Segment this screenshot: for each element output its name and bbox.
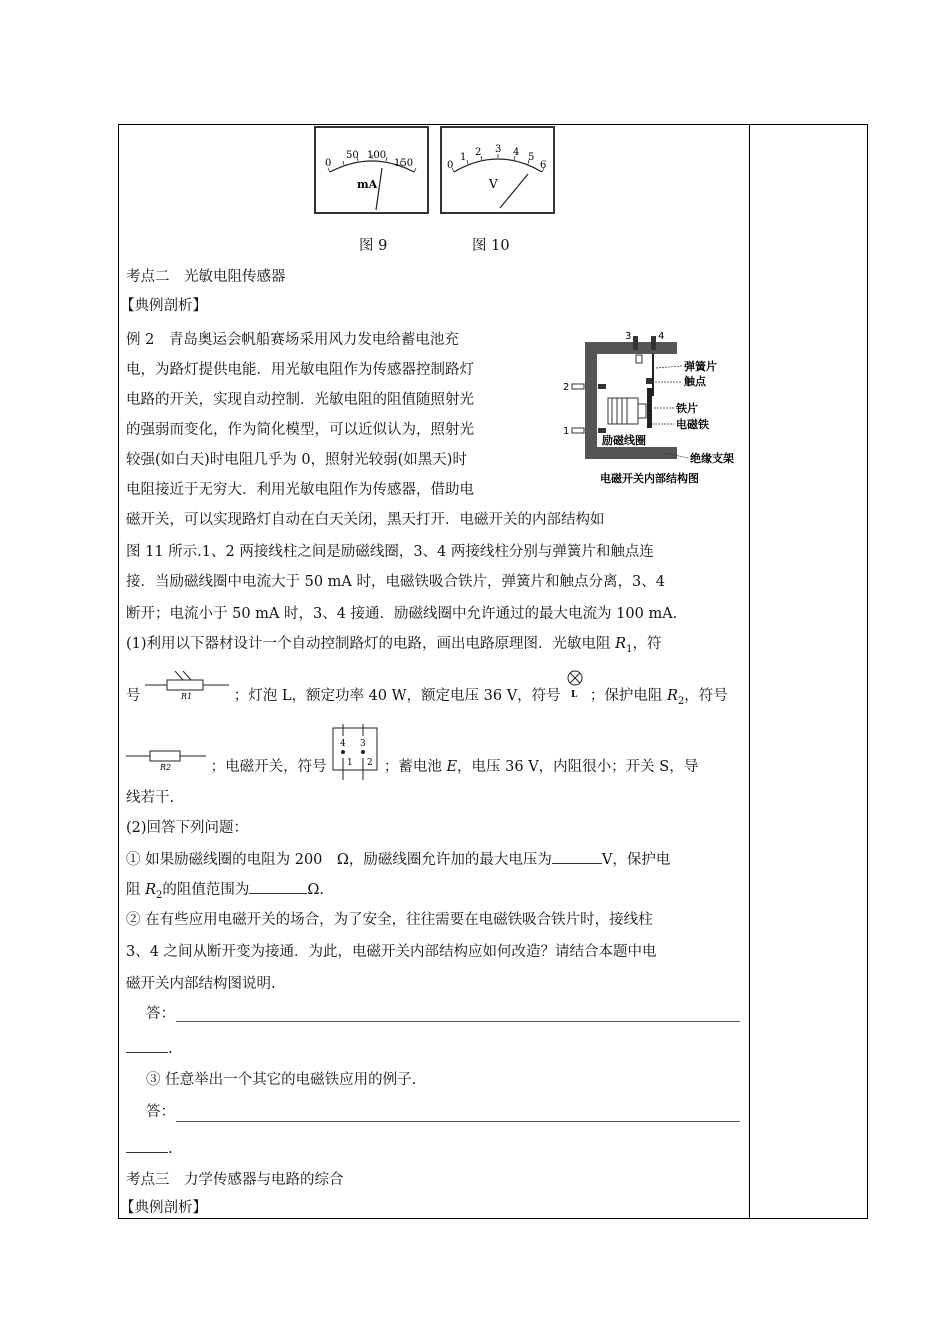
resistor-symbol xyxy=(126,748,206,772)
answer-label: 答： xyxy=(146,1006,175,1022)
svg-text:L: L xyxy=(571,690,578,700)
section-heading: 考点三 力学传感器与电路的综合 xyxy=(126,1172,344,1188)
meter-needle xyxy=(500,174,528,208)
paragraph-line: 断开；电流小于 50 mA 时，3、4 接通．励磁线圈中允许通过的最大电流为 100 mA. xyxy=(126,606,678,622)
meter-tick-label: 0 xyxy=(325,158,332,169)
paragraph-line: 磁开关内部结构图说明. xyxy=(126,976,276,992)
relay-label-magnet: 电磁铁 xyxy=(676,418,709,431)
relay-label-iron: 铁片 xyxy=(676,402,698,415)
answer-blank-voltage[interactable] xyxy=(552,849,602,864)
relay-label-spring: 弹簧片 xyxy=(684,360,717,373)
answer-label: 答： xyxy=(146,1104,175,1120)
paragraph-line: 电路的开关，实现自动控制．光敏电阻的阻值随照射光 xyxy=(126,392,474,408)
paragraph-line: 电阻接近于无穷大．利用光敏电阻作为传感器，借助电 xyxy=(126,482,474,498)
svg-text:R2: R2 xyxy=(160,763,172,772)
relay-figure-caption: 电磁开关内部结构图 xyxy=(600,472,699,485)
relay-switch-symbol xyxy=(331,724,379,780)
question-2-1-line: ① 如果励磁线圈的电阻为 200 Ω，励磁线圈允许加的最大电压为 V，保护电 xyxy=(126,849,670,870)
table-frame xyxy=(118,124,868,1219)
meter-tick-label: 100 xyxy=(367,150,387,161)
answer-blank-line[interactable] xyxy=(176,1020,740,1022)
paragraph-line: 的强弱而变化，作为简化模型，可以近似认为，照射光 xyxy=(126,422,474,438)
figure-caption-9: 图 9 xyxy=(359,238,388,254)
answer-continuation: . xyxy=(126,1038,173,1059)
relay-terminal-1: 1 xyxy=(563,426,570,437)
meter-unit: mA xyxy=(357,178,378,191)
svg-text:4: 4 xyxy=(340,739,346,749)
figure-caption-10: 图 10 xyxy=(472,238,510,254)
svg-text:3: 3 xyxy=(360,739,366,749)
question-2-heading: (2)回答下列问题： xyxy=(126,820,249,836)
relay-label-contact: 触点 xyxy=(684,375,706,388)
voltmeter-figure xyxy=(440,126,555,214)
paragraph-line: 例 2 青岛奥运会帆船赛场采用风力发电给蓄电池充 xyxy=(126,332,459,348)
meter-unit: V xyxy=(489,177,498,191)
question-1-symbols-line: 号 R1 ；灯泡 L，额定功率 40 W，额定电压 36 V，符号 L ；保护电阻 $R_2$，符号 xyxy=(126,686,728,712)
paragraph-line: 图 11 所示.1、2 两接线柱之间是励磁线圈，3、4 两接线柱分别与弹簧片和触点连 xyxy=(126,544,654,560)
section-label: 【典例剖析】 xyxy=(120,298,207,314)
svg-text:R1: R1 xyxy=(181,692,193,701)
relay-structure-figure xyxy=(560,328,760,490)
paragraph-line: 磁开关，可以实现路灯自动在白天关闭，黑天打开．电磁开关的内部结构如 xyxy=(126,512,605,528)
paragraph-line: ② 在有些应用电磁开关的场合，为了安全，往往需要在电磁铁吸合铁片时，接线柱 xyxy=(126,912,653,928)
paragraph-line: 线若干. xyxy=(126,790,175,806)
table-column-divider xyxy=(749,124,750,1219)
svg-text:1: 1 xyxy=(347,758,353,768)
relay-terminal-3: 3 xyxy=(625,331,632,342)
meter-tick-label: 150 xyxy=(394,158,414,169)
meter-tick-label: 4 xyxy=(513,147,520,158)
answer-blank-resistance[interactable] xyxy=(249,879,307,894)
lamp-symbol xyxy=(565,669,585,701)
paragraph-line: 3、4 之间从断开变为接通．为此，电磁开关内部结构应如何改造？请结合本题中电 xyxy=(126,944,657,960)
question-2-1-line-2: 阻 $R_2$的阻值范围为 Ω. xyxy=(126,879,324,906)
paragraph-line: 较强(如白天)时电阻几乎为 0，照射光较弱(如黑天)时 xyxy=(126,452,467,468)
relay-terminal-2: 2 xyxy=(563,382,570,393)
question-1-symbols-line-2: R2 ；电磁开关，符号 4 3 1 2 ；蓄电池 E，电压 36 V，内阻很小；开关 S，导 xyxy=(126,754,698,780)
meter-tick-label: 50 xyxy=(346,150,359,161)
question-1-line: (1)利用以下器材设计一个自动控制路灯的电路，画出电路原理图．光敏电阻 $R_1$，符 xyxy=(126,636,662,655)
paragraph-line: 电，为路灯提供电能．用光敏电阻作为传感器控制路灯 xyxy=(126,362,474,378)
meter-tick-label: 6 xyxy=(540,160,547,171)
relay-terminal-4: 4 xyxy=(658,331,665,342)
photoresistor-symbol xyxy=(145,671,229,701)
meter-tick-label: 0 xyxy=(447,160,454,171)
svg-text:2: 2 xyxy=(367,758,373,768)
section-heading: 考点二 光敏电阻传感器 xyxy=(126,269,286,285)
meter-tick-label: 2 xyxy=(475,147,482,158)
answer-blank-short[interactable] xyxy=(126,1138,168,1153)
meter-tick-label: 1 xyxy=(460,152,467,163)
milliammeter-figure xyxy=(314,126,429,214)
relay-label-coil: 励磁线圈 xyxy=(602,434,646,447)
question-2-3-line: ③ 任意举出一个其它的电磁铁应用的例子. xyxy=(146,1072,417,1088)
meter-tick-label: 3 xyxy=(495,144,502,155)
section-label: 【典例剖析】 xyxy=(120,1200,207,1216)
answer-blank-line[interactable] xyxy=(176,1120,740,1122)
meter-tick-label: 5 xyxy=(528,152,535,163)
paragraph-line: 接．当励磁线圈中电流大于 50 mA 时，电磁铁吸合铁片，弹簧片和触点分离，3、4 xyxy=(126,574,665,590)
relay-label-bracket: 绝缘支架 xyxy=(690,452,734,465)
answer-blank-short[interactable] xyxy=(126,1038,168,1053)
answer-continuation: . xyxy=(126,1138,173,1159)
